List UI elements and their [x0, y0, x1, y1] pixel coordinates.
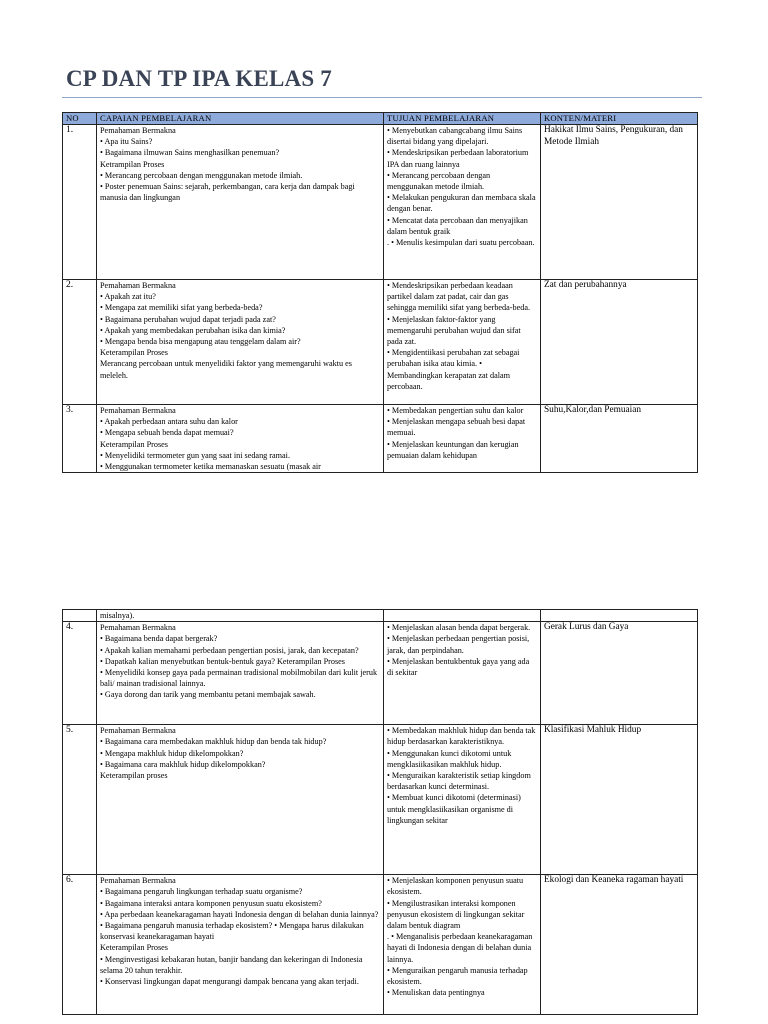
tujuan-line: • Membuat kunci dikotomi (determinasi) untuk mengklasiikasikan organisme di lingkungan sekitar [387, 793, 521, 825]
tujuan-line: • Membedakan pengertian suhu dan kalor [387, 406, 524, 415]
capaian-cell [97, 622, 384, 725]
table-row [63, 125, 698, 280]
capaian-line: • Konservasi lingkungan dapat mengurangi dampak bencana yang akan terjadi. [100, 977, 359, 987]
capaian-line: • Poster penemuan Sains: sejarah, perkembangan, cara kerja dan dampak bagi manusia dan lingkungan [100, 182, 355, 203]
capaian-line: Ketrampilan Proses [100, 159, 165, 169]
tujuan-line: • Menjelaskan alasan benda dapat bergerak. [387, 623, 531, 633]
tujuan-cell [384, 622, 541, 725]
capaian-line: Pemahaman Bermakna [100, 281, 176, 290]
konten-cell [541, 610, 698, 622]
capaian-line: • Bagaimana perubahan wujud dapat terjadi pada zat? [100, 314, 276, 324]
cp-tp-table-page-1 [62, 112, 698, 473]
konten-cell: Zat dan perubahannya [541, 280, 698, 405]
row-number [63, 610, 97, 622]
cp-tp-table-page-2 [62, 609, 698, 1015]
tujuan-line: . • Menganalisis perbedaan keanekaragaman hayati di Indonesia dengan di belahan dunia lainnya. [387, 932, 533, 964]
capaian-cell: misalnya). [97, 610, 384, 622]
row-number: 6. [63, 875, 97, 1015]
table-row [63, 725, 698, 875]
tujuan-line: • Menuliskan data pentingnya [387, 988, 485, 998]
table-header-row [63, 113, 698, 125]
capaian-line: • Menggunakan termometer ketika memanaskan sesuatu (masak air [100, 462, 321, 472]
capaian-line: • Bagaimana benda dapat bergerak? [100, 634, 218, 644]
konten-cell: Ekologi dan Keaneka ragaman hayati [541, 875, 698, 1015]
capaian-line: • Menginvestigasi kebakaran hutan, banjir bandang dan kekeringan di Indonesia selama 20 tahun terakhir. [100, 954, 363, 975]
table-row [63, 280, 698, 405]
capaian-line: Pemahaman Bermakna [100, 726, 176, 736]
tujuan-cell [384, 280, 541, 405]
tujuan-line: • Mendeskripsikan perbedaan keadaan partikel dalam zat padat, cair dan gas sehingga memiliki sifat yang berbeda-beda. [387, 281, 531, 313]
capaian-line: Keterampilan Proses [100, 439, 168, 449]
table-row [63, 622, 698, 725]
tujuan-cell [384, 725, 541, 875]
table-row [63, 875, 698, 1015]
capaian-cell [97, 875, 384, 1015]
capaian-line: • Bagaimana cara membedakan makhluk hidup dan benda tak hidup? [100, 737, 327, 747]
capaian-line: • Menyelidiki termometer gun yang saat ini sedang ramai. [100, 450, 290, 460]
tujuan-line: • Menyebutkan cabangcabang ilmu Sains disertai bidang yang dipelajari. [387, 126, 523, 147]
capaian-line: Pemahaman Bermakna [100, 623, 176, 633]
capaian-line: • Bagaimana pengaruh lingkungan terhadap suatu organisme? [100, 887, 303, 897]
page-title: CP DAN TP IPA KELAS 7 [66, 66, 332, 91]
capaian-line: Keterampilan Proses [100, 348, 168, 358]
capaian-line: Pemahaman Bermakna [100, 406, 176, 415]
continuation-row [63, 610, 698, 622]
capaian-line: • Mengapa sebuah benda dapat memuai? [100, 428, 234, 438]
capaian-cell [97, 125, 384, 280]
capaian-line: • Dapatkah kalian menyebutkan bentuk-bentuk gaya? Keterampilan Proses [100, 656, 345, 666]
tujuan-line: • Menguraikan karakteristik setiap kingdom berdasarkan kunci determinasi. [387, 771, 531, 792]
capaian-line: • Bagaimana ilmuwan Sains menghasilkan penemuan? [100, 148, 280, 158]
konten-cell: Gerak Lurus dan Gaya [541, 622, 698, 725]
tujuan-line: • Menguraikan pengaruh manusia terhadap ekosistem. [387, 965, 528, 987]
row-number: 4. [63, 622, 97, 725]
table-row [63, 405, 698, 473]
tujuan-line: • Mencatat data percobaan dan menyajikan dalam bentuk graik [387, 215, 528, 236]
capaian-line: • Merancang percobaan dengan menggunakan metode ilmiah. [100, 170, 303, 180]
row-number: 5. [63, 725, 97, 875]
tujuan-line: • Menjelaskan keuntungan dan kerugian pemuaian dalam kehidupan [387, 439, 519, 460]
capaian-line: • Bagaimana cara makhluk hidup dikelompokkan? [100, 759, 266, 769]
capaian-line: Pemahaman Bermakna [100, 876, 176, 886]
capaian-line: • Menyelidiki konsep gaya pada permainan tradisional mobilmobilan dari kulit jeruk bali/ mainan tradisional lainnya. [100, 668, 378, 689]
capaian-line: • Bagaimana interaksi antara komponen penyusun suatu ekosistem? [100, 898, 322, 908]
konten-cell: Klasifikasi Mahluk Hidup [541, 725, 698, 875]
row-number: 3. [63, 405, 97, 473]
capaian-line: • Apakah zat itu? [100, 292, 156, 302]
capaian-cell [97, 405, 384, 473]
capaian-line: • Apakah perbedaan antara suhu dan kalor [100, 417, 238, 427]
tujuan-line: • Menjelaskan komponen penyusun suatu ekosistem. [387, 876, 524, 897]
tujuan-line: . • Menulis kesimpulan dari suatu percobaan. [387, 238, 535, 248]
tujuan-line: • Merancang percobaan dengan menggunakan metode ilmiah. [387, 170, 491, 192]
tujuan-line: • Mendeskripsikan perbedaan laboratorium IPA dan ruang lainnya [387, 148, 529, 169]
capaian-line: Keterampilan proses [100, 771, 168, 781]
tujuan-line: • Menjelaskan mengapa sebuah besi dapat memuai. [387, 417, 526, 438]
konten-cell: Hakikat Ilmu Sains, Pengukuran, dan Metode Ilmiah [541, 125, 698, 280]
tujuan-line: • Membedakan makhluk hidup dan benda tak hidup berdasarkan karakteristiknya. [387, 726, 536, 747]
capaian-line: Merancang percobaan untuk menyelidiki faktor yang memengaruhi waktu es meleleh. [100, 359, 352, 380]
tujuan-cell [384, 610, 541, 622]
row-number: 1. [63, 125, 97, 280]
tujuan-line: • Menjelaskan bentukbentuk gaya yang ada di sekitar [387, 656, 530, 678]
capaian-line: • Bagaimana pengaruh manusia terhadap ekosistem? • Mengapa harus dilakukan konservasi keanekaragaman hayati [100, 921, 364, 942]
tujuan-line: • Menjelaskan faktor-faktor yang memengaruhi perubahan wujud dan sifat pada zat. [387, 314, 521, 347]
capaian-line: Keterampilan Proses [100, 943, 168, 953]
tujuan-line: • Mengilustrasikan interaksi komponen penyusun ekosistem di lingkungan sekitar dalam bentuk diagram [387, 898, 525, 931]
capaian-line: • Apa itu Sains? [100, 137, 153, 147]
header-konten: KONTEN/MATERI [541, 113, 698, 125]
header-no: NO [63, 113, 97, 125]
capaian-line: • Mengapa benda bisa mengapung atau tenggelam dalam air? [100, 337, 301, 347]
capaian-line: • Gaya dorong dan tarik yang membantu petani membajak sawah. [100, 690, 316, 700]
row-number: 2. [63, 280, 97, 405]
tujuan-cell [384, 875, 541, 1015]
header-tujuan: TUJUAN PEMBELAJARAN [384, 113, 541, 125]
capaian-cell [97, 725, 384, 875]
capaian-line: • Mengapa zat memiliki sifat yang berbeda-beda? [100, 303, 263, 313]
header-capaian: CAPAIAN PEMBELAJARAN [97, 113, 384, 125]
capaian-line: • Apa perbedaan keanekaragaman hayati Indonesia dengan di belahan dunia lainnya? [100, 909, 379, 919]
capaian-line: • Apakah yang membedakan perubahan isika dan kimia? [100, 325, 286, 335]
tujuan-line: • Melakukan pengukuran dan membaca skala dengan benar. [387, 193, 536, 214]
tujuan-line: • Menjelaskan perbedaan pengertian posisi, jarak, dan perpindahan. [387, 634, 530, 655]
tujuan-line: • Mengidentiikasi perubahan zat sebagai perubahan isika atau kimia. • Membandingkan kerapatan zat dalam percobaan. [387, 348, 520, 391]
tujuan-cell [384, 125, 541, 280]
capaian-cell [97, 280, 384, 405]
konten-cell: Suhu,Kalor,dan Pemuaian [541, 405, 698, 473]
capaian-line: • Mengapa makhluk hidup dikelompokkan? [100, 748, 244, 758]
tujuan-line: • Menggunakan kunci dikotomi untuk mengklasiikasikan makhluk hidup. [387, 748, 512, 769]
tujuan-cell [384, 405, 541, 473]
capaian-line: Pemahaman Bermakna [100, 126, 176, 135]
title-underline [62, 97, 702, 98]
capaian-line: • Apakah kalian memahami perbedaan pengertian posisi, jarak, dan kecepatan? [100, 645, 359, 655]
